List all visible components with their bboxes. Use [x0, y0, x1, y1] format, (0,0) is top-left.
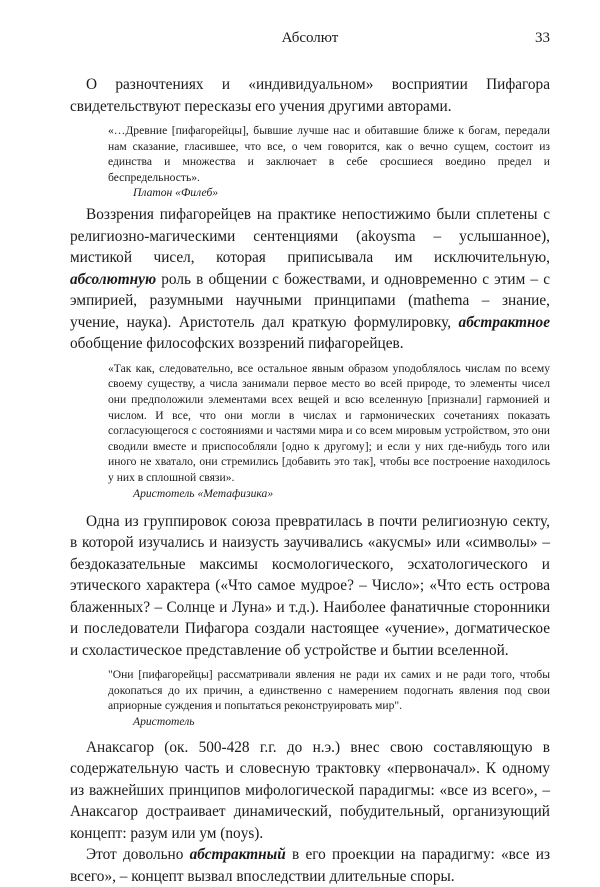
paragraph-4: Анаксагор (ок. 500-428 г.г. до н.э.) внес свою составляющую в содержательную часть и словесную трактовку «первоначал». К одному из важнейших принципов мифологической парадигмы: «все из всего», – Анаксагор достраивает динамический, побудительный, организующий концепт: разум или ум (noys). — [70, 738, 550, 842]
emphasis-abstract-2: абстрактный — [189, 846, 286, 864]
quote-plato-attribution: Платон «Филеб» — [133, 186, 219, 200]
paragraph-2-text-b: роль в общении с божествами, и одновременно с этим – с эмпирией, разумными научными принципами (mathema – знание, учение, наука). Аристотель дал краткую формулировку, — [70, 270, 550, 331]
paragraph-5-text-b: в его проекции на парадигму: «все из всего», – концепт вызвал впоследствии длительные споры. — [70, 846, 550, 885]
quote-aristotle-metaphysics: «Так как, следовательно, все остальное явным образом уподоблялось числам по всему своему существу, а числа занимали первое место во всей природе, то элементы чисел они предположили элементами всех вещей и всю вселенную [признали] гармонией и числом. И все, что они могли в числах и гармонических сочетаниях показать согласующегося с состояниями и частями мира и со всем мировым устройством, это они сводили вместе и приспособляли [одно к другому]; и если у них где-нибудь того или иного не хватало, они стремились [добавить это так], чтобы все построение находилось у них в сплошной связи». — [108, 361, 550, 485]
paragraph-5 — [70, 844, 550, 887]
quote-plato: «…Древние [пифагорейцы], бывшие лучше нас и обитавшие ближе к богам, передали нам сказание, гласившее, что все, о чем говорится, как о вечно сущем, состоит из единства и множества и заключает в себе сросшиеся воедино предел и беспредельность». — [108, 124, 550, 184]
quote-aristotle: "Они [пифагорейцы] рассматривали явления не ради их самих и не ради того, чтобы докопаться до их причин, а единственно с намерением подогнать явления под свои априорные суждения и попытаться реконструировать мир". — [108, 668, 550, 713]
paragraph-2-text-a: Воззрения пифагорейцев на практике непостижимо были сплетены с религиозно-магическими сентенциями (akoysma – услышанное), мистикой чисел, которая приписывала им исключительную, — [70, 206, 550, 267]
running-header — [70, 30, 550, 52]
page-number: 33 — [535, 30, 550, 46]
paragraph-5-text-a: Этот довольно — [86, 846, 190, 864]
paragraph-2 — [70, 204, 550, 355]
quote-aristotle-attribution: Аристотель — [133, 714, 195, 728]
running-title: Абсолют — [281, 30, 339, 46]
page — [70, 30, 550, 887]
emphasis-abstract: абстрактное — [458, 313, 550, 331]
emphasis-absolute: абсолютную — [70, 270, 157, 288]
paragraph-1: О разночтениях и «индивидуальном» восприятии Пифагора свидетельствуют пересказы его учения другими авторами. — [70, 76, 550, 115]
quote-aristotle-metaphysics-attribution: Аристотель «Метафизика» — [133, 486, 274, 500]
paragraph-3: Одна из группировок союза превратилась в почти религиозную секту, в которой изучались и наизусть заучивались «акусмы» или «символы» – бездоказательные максимы космологического, эсхатологического и этического характера («Что самое мудрое? – Число»; «Что есть острова блаженных? – Солнце и Луна» и т.д.). Наиболее фанатичные сторонники и последователи Пифагора создали настоящее «учение», догматическое и схоластическое представление об устройстве и бытии вселенной. — [70, 512, 550, 659]
paragraph-2-text-c: обобщение философских воззрений пифагорейцев. — [70, 335, 404, 353]
